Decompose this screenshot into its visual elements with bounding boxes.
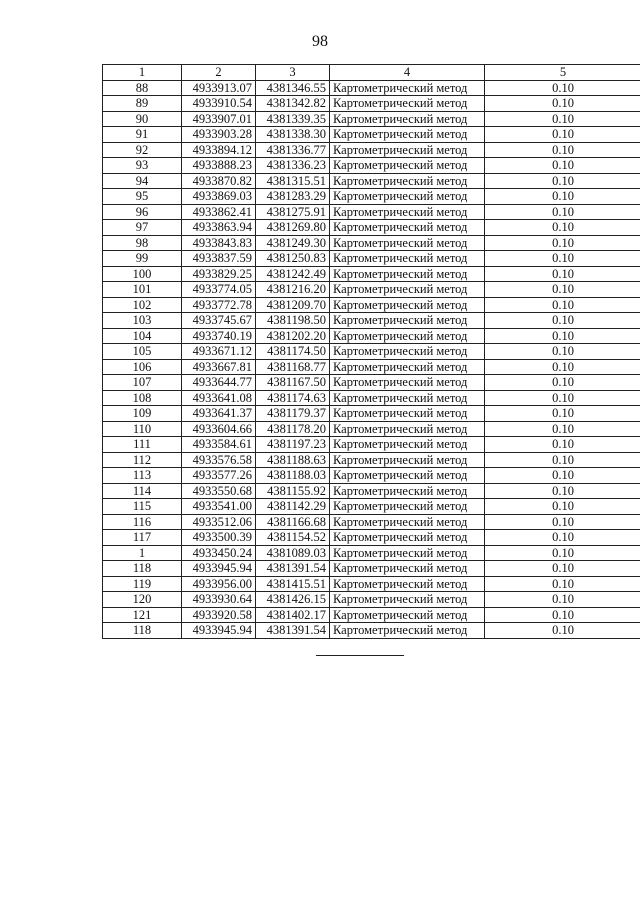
- accuracy-cell: 0.10: [485, 251, 640, 267]
- x-coordinate-cell: 4933945.94: [182, 623, 256, 639]
- accuracy-cell: 0.10: [485, 437, 640, 453]
- x-coordinate-cell: 4933671.12: [182, 344, 256, 360]
- y-coordinate-cell: 4381391.54: [256, 561, 330, 577]
- point-number-cell: 88: [103, 80, 182, 96]
- y-coordinate-cell: 4381188.03: [256, 468, 330, 484]
- method-cell: Картометрический метод: [330, 623, 485, 639]
- method-cell: Картометрический метод: [330, 561, 485, 577]
- point-number-cell: 108: [103, 390, 182, 406]
- table-row: [103, 359, 640, 375]
- point-number-cell: 93: [103, 158, 182, 174]
- table-header-row: [103, 65, 640, 81]
- point-number-cell: 96: [103, 204, 182, 220]
- y-coordinate-cell: 4381342.82: [256, 96, 330, 112]
- accuracy-cell: 0.10: [485, 530, 640, 546]
- point-number-cell: 97: [103, 220, 182, 236]
- accuracy-cell: 0.10: [485, 483, 640, 499]
- method-cell: Картометрический метод: [330, 80, 485, 96]
- y-coordinate-cell: 4381209.70: [256, 297, 330, 313]
- method-cell: Картометрический метод: [330, 111, 485, 127]
- table-row: [103, 266, 640, 282]
- accuracy-cell: 0.10: [485, 96, 640, 112]
- table-row: [103, 220, 640, 236]
- method-cell: Картометрический метод: [330, 96, 485, 112]
- point-number-cell: 98: [103, 235, 182, 251]
- point-number-cell: 111: [103, 437, 182, 453]
- accuracy-cell: 0.10: [485, 576, 640, 592]
- table-row: [103, 297, 640, 313]
- method-cell: Картометрический метод: [330, 359, 485, 375]
- method-cell: Картометрический метод: [330, 189, 485, 205]
- point-number-cell: 94: [103, 173, 182, 189]
- point-number-cell: 118: [103, 561, 182, 577]
- x-coordinate-cell: 4933667.81: [182, 359, 256, 375]
- accuracy-cell: 0.10: [485, 235, 640, 251]
- x-coordinate-cell: 4933500.39: [182, 530, 256, 546]
- method-cell: Картометрический метод: [330, 576, 485, 592]
- method-cell: Картометрический метод: [330, 328, 485, 344]
- y-coordinate-cell: 4381179.37: [256, 406, 330, 422]
- x-coordinate-cell: 4933577.26: [182, 468, 256, 484]
- table-row: [103, 282, 640, 298]
- x-coordinate-cell: 4933870.82: [182, 173, 256, 189]
- x-coordinate-cell: 4933772.78: [182, 297, 256, 313]
- accuracy-cell: 0.10: [485, 592, 640, 608]
- point-number-cell: 118: [103, 623, 182, 639]
- accuracy-cell: 0.10: [485, 359, 640, 375]
- x-coordinate-cell: 4933774.05: [182, 282, 256, 298]
- y-coordinate-cell: 4381178.20: [256, 421, 330, 437]
- point-number-cell: 95: [103, 189, 182, 205]
- table-row: [103, 80, 640, 96]
- accuracy-cell: 0.10: [485, 282, 640, 298]
- accuracy-cell: 0.10: [485, 468, 640, 484]
- y-coordinate-cell: 4381249.30: [256, 235, 330, 251]
- x-coordinate-cell: 4933907.01: [182, 111, 256, 127]
- table-row: [103, 421, 640, 437]
- method-cell: Картометрический метод: [330, 406, 485, 422]
- accuracy-cell: 0.10: [485, 189, 640, 205]
- x-coordinate-cell: 4933843.83: [182, 235, 256, 251]
- coordinates-table: [102, 64, 640, 639]
- y-coordinate-cell: 4381269.80: [256, 220, 330, 236]
- y-coordinate-cell: 4381198.50: [256, 313, 330, 329]
- y-coordinate-cell: 4381283.29: [256, 189, 330, 205]
- table-row: [103, 576, 640, 592]
- point-number-cell: 114: [103, 483, 182, 499]
- table-row: [103, 623, 640, 639]
- x-coordinate-cell: 4933869.03: [182, 189, 256, 205]
- method-cell: Картометрический метод: [330, 437, 485, 453]
- table-row: [103, 375, 640, 391]
- accuracy-cell: 0.10: [485, 514, 640, 530]
- point-number-cell: 120: [103, 592, 182, 608]
- table-row: [103, 142, 640, 158]
- point-number-cell: 92: [103, 142, 182, 158]
- column-header-3: 3: [256, 65, 330, 81]
- y-coordinate-cell: 4381402.17: [256, 607, 330, 623]
- point-number-cell: 102: [103, 297, 182, 313]
- method-cell: Картометрический метод: [330, 545, 485, 561]
- accuracy-cell: 0.10: [485, 266, 640, 282]
- y-coordinate-cell: 4381250.83: [256, 251, 330, 267]
- accuracy-cell: 0.10: [485, 80, 640, 96]
- table-row: [103, 173, 640, 189]
- x-coordinate-cell: 4933863.94: [182, 220, 256, 236]
- accuracy-cell: 0.10: [485, 545, 640, 561]
- point-number-cell: 121: [103, 607, 182, 623]
- y-coordinate-cell: 4381167.50: [256, 375, 330, 391]
- table-row: [103, 514, 640, 530]
- x-coordinate-cell: 4933837.59: [182, 251, 256, 267]
- x-coordinate-cell: 4933930.64: [182, 592, 256, 608]
- accuracy-cell: 0.10: [485, 142, 640, 158]
- method-cell: Картометрический метод: [330, 142, 485, 158]
- method-cell: Картометрический метод: [330, 313, 485, 329]
- table-row: [103, 344, 640, 360]
- method-cell: Картометрический метод: [330, 514, 485, 530]
- x-coordinate-cell: 4933894.12: [182, 142, 256, 158]
- x-coordinate-cell: 4933641.37: [182, 406, 256, 422]
- point-number-cell: 99: [103, 251, 182, 267]
- end-divider: [316, 655, 404, 656]
- table-row: [103, 499, 640, 515]
- accuracy-cell: 0.10: [485, 158, 640, 174]
- x-coordinate-cell: 4933604.66: [182, 421, 256, 437]
- table-row: [103, 313, 640, 329]
- y-coordinate-cell: 4381275.91: [256, 204, 330, 220]
- table-row: [103, 406, 640, 422]
- table-row: [103, 545, 640, 561]
- x-coordinate-cell: 4933541.00: [182, 499, 256, 515]
- y-coordinate-cell: 4381415.51: [256, 576, 330, 592]
- y-coordinate-cell: 4381174.63: [256, 390, 330, 406]
- table-row: [103, 530, 640, 546]
- point-number-cell: 109: [103, 406, 182, 422]
- table-row: [103, 111, 640, 127]
- table-row: [103, 390, 640, 406]
- point-number-cell: 105: [103, 344, 182, 360]
- accuracy-cell: 0.10: [485, 328, 640, 344]
- table-body: [103, 80, 640, 638]
- y-coordinate-cell: 4381242.49: [256, 266, 330, 282]
- point-number-cell: 89: [103, 96, 182, 112]
- x-coordinate-cell: 4933584.61: [182, 437, 256, 453]
- y-coordinate-cell: 4381168.77: [256, 359, 330, 375]
- point-number-cell: 115: [103, 499, 182, 515]
- x-coordinate-cell: 4933829.25: [182, 266, 256, 282]
- method-cell: Картометрический метод: [330, 375, 485, 391]
- method-cell: Картометрический метод: [330, 235, 485, 251]
- method-cell: Картометрический метод: [330, 607, 485, 623]
- x-coordinate-cell: 4933745.67: [182, 313, 256, 329]
- y-coordinate-cell: 4381336.77: [256, 142, 330, 158]
- method-cell: Картометрический метод: [330, 421, 485, 437]
- accuracy-cell: 0.10: [485, 173, 640, 189]
- method-cell: Картометрический метод: [330, 220, 485, 236]
- y-coordinate-cell: 4381142.29: [256, 499, 330, 515]
- method-cell: Картометрический метод: [330, 173, 485, 189]
- x-coordinate-cell: 4933903.28: [182, 127, 256, 143]
- y-coordinate-cell: 4381174.50: [256, 344, 330, 360]
- y-coordinate-cell: 4381197.23: [256, 437, 330, 453]
- method-cell: Картометрический метод: [330, 390, 485, 406]
- table-row: [103, 96, 640, 112]
- point-number-cell: 107: [103, 375, 182, 391]
- table-row: [103, 437, 640, 453]
- y-coordinate-cell: 4381202.20: [256, 328, 330, 344]
- y-coordinate-cell: 4381426.15: [256, 592, 330, 608]
- y-coordinate-cell: 4381336.23: [256, 158, 330, 174]
- column-header-2: 2: [182, 65, 256, 81]
- x-coordinate-cell: 4933862.41: [182, 204, 256, 220]
- accuracy-cell: 0.10: [485, 421, 640, 437]
- method-cell: Картометрический метод: [330, 468, 485, 484]
- x-coordinate-cell: 4933641.08: [182, 390, 256, 406]
- accuracy-cell: 0.10: [485, 390, 640, 406]
- accuracy-cell: 0.10: [485, 607, 640, 623]
- accuracy-cell: 0.10: [485, 344, 640, 360]
- table-row: [103, 189, 640, 205]
- y-coordinate-cell: 4381188.63: [256, 452, 330, 468]
- y-coordinate-cell: 4381346.55: [256, 80, 330, 96]
- accuracy-cell: 0.10: [485, 623, 640, 639]
- y-coordinate-cell: 4381155.92: [256, 483, 330, 499]
- table-row: [103, 452, 640, 468]
- y-coordinate-cell: 4381216.20: [256, 282, 330, 298]
- table-row: [103, 561, 640, 577]
- x-coordinate-cell: 4933450.24: [182, 545, 256, 561]
- table-row: [103, 483, 640, 499]
- x-coordinate-cell: 4933888.23: [182, 158, 256, 174]
- column-header-1: 1: [103, 65, 182, 81]
- accuracy-cell: 0.10: [485, 561, 640, 577]
- accuracy-cell: 0.10: [485, 406, 640, 422]
- table-row: [103, 127, 640, 143]
- table-row: [103, 235, 640, 251]
- y-coordinate-cell: 4381339.35: [256, 111, 330, 127]
- method-cell: Картометрический метод: [330, 158, 485, 174]
- point-number-cell: 116: [103, 514, 182, 530]
- accuracy-cell: 0.10: [485, 375, 640, 391]
- point-number-cell: 1: [103, 545, 182, 561]
- x-coordinate-cell: 4933945.94: [182, 561, 256, 577]
- accuracy-cell: 0.10: [485, 220, 640, 236]
- y-coordinate-cell: 4381315.51: [256, 173, 330, 189]
- point-number-cell: 112: [103, 452, 182, 468]
- table-row: [103, 204, 640, 220]
- accuracy-cell: 0.10: [485, 313, 640, 329]
- accuracy-cell: 0.10: [485, 297, 640, 313]
- method-cell: Картометрический метод: [330, 297, 485, 313]
- method-cell: Картометрический метод: [330, 282, 485, 298]
- x-coordinate-cell: 4933910.54: [182, 96, 256, 112]
- accuracy-cell: 0.10: [485, 499, 640, 515]
- point-number-cell: 90: [103, 111, 182, 127]
- method-cell: Картометрический метод: [330, 344, 485, 360]
- accuracy-cell: 0.10: [485, 452, 640, 468]
- table-row: [103, 468, 640, 484]
- method-cell: Картометрический метод: [330, 204, 485, 220]
- method-cell: Картометрический метод: [330, 530, 485, 546]
- method-cell: Картометрический метод: [330, 266, 485, 282]
- point-number-cell: 100: [103, 266, 182, 282]
- x-coordinate-cell: 4933512.06: [182, 514, 256, 530]
- table-row: [103, 251, 640, 267]
- page-number: 98: [312, 33, 328, 50]
- point-number-cell: 119: [103, 576, 182, 592]
- accuracy-cell: 0.10: [485, 111, 640, 127]
- y-coordinate-cell: 4381154.52: [256, 530, 330, 546]
- column-header-5: 5: [485, 65, 640, 81]
- method-cell: Картометрический метод: [330, 452, 485, 468]
- table-row: [103, 607, 640, 623]
- method-cell: Картометрический метод: [330, 499, 485, 515]
- table-row: [103, 592, 640, 608]
- table-row: [103, 328, 640, 344]
- x-coordinate-cell: 4933920.58: [182, 607, 256, 623]
- x-coordinate-cell: 4933740.19: [182, 328, 256, 344]
- point-number-cell: 101: [103, 282, 182, 298]
- point-number-cell: 113: [103, 468, 182, 484]
- accuracy-cell: 0.10: [485, 204, 640, 220]
- y-coordinate-cell: 4381338.30: [256, 127, 330, 143]
- column-header-4: 4: [330, 65, 485, 81]
- point-number-cell: 110: [103, 421, 182, 437]
- point-number-cell: 104: [103, 328, 182, 344]
- method-cell: Картометрический метод: [330, 483, 485, 499]
- x-coordinate-cell: 4933913.07: [182, 80, 256, 96]
- y-coordinate-cell: 4381391.54: [256, 623, 330, 639]
- point-number-cell: 117: [103, 530, 182, 546]
- x-coordinate-cell: 4933576.58: [182, 452, 256, 468]
- x-coordinate-cell: 4933956.00: [182, 576, 256, 592]
- x-coordinate-cell: 4933644.77: [182, 375, 256, 391]
- y-coordinate-cell: 4381089.03: [256, 545, 330, 561]
- table-row: [103, 158, 640, 174]
- method-cell: Картометрический метод: [330, 127, 485, 143]
- accuracy-cell: 0.10: [485, 127, 640, 143]
- point-number-cell: 91: [103, 127, 182, 143]
- point-number-cell: 106: [103, 359, 182, 375]
- method-cell: Картометрический метод: [330, 251, 485, 267]
- point-number-cell: 103: [103, 313, 182, 329]
- y-coordinate-cell: 4381166.68: [256, 514, 330, 530]
- method-cell: Картометрический метод: [330, 592, 485, 608]
- x-coordinate-cell: 4933550.68: [182, 483, 256, 499]
